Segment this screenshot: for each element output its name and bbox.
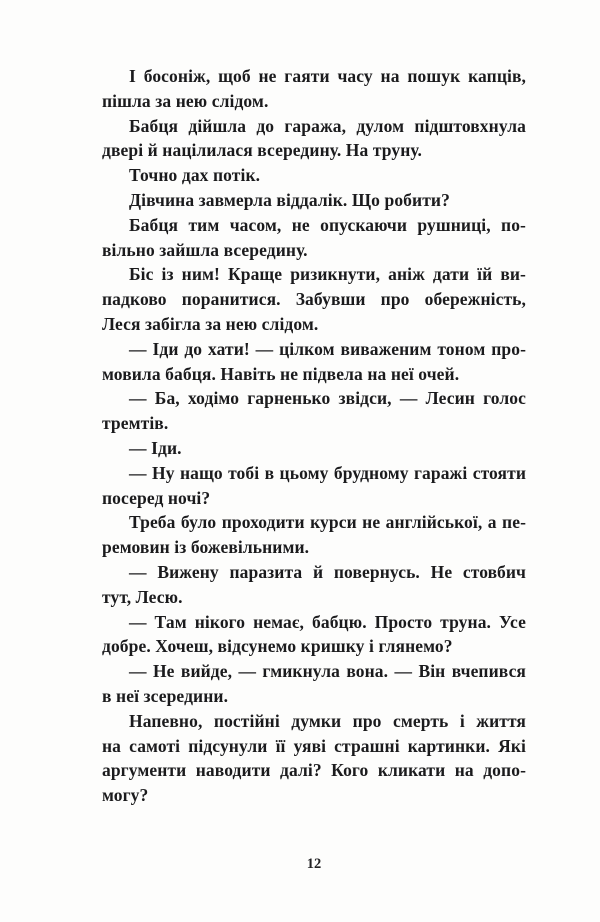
text-line: Точно дах потік. — [129, 165, 261, 186]
text-line: Дівчина завмерла віддалік. Що робити? — [129, 189, 450, 210]
paragraph — [102, 436, 526, 461]
text-line: — Іди до хати! — цілком виваженим тоном про- — [129, 338, 526, 359]
paragraph — [102, 163, 526, 188]
text-line: могу? — [102, 785, 149, 806]
paragraph — [102, 709, 526, 808]
text-line: І босоніж, щоб не гаяти часу на пошук капців, — [129, 66, 526, 86]
text-line: аргументи наводити далі? Кого кликати на допо- — [102, 760, 526, 781]
text-line: тут, Лесю. — [102, 586, 183, 607]
text-line: Леся забігла за нею слідом. — [102, 313, 319, 334]
text-line: Треба було проходити курси не англійської, а пе- — [129, 512, 526, 533]
text-line: падково поранитися. Забувши про обережність, — [102, 289, 526, 310]
paragraph — [102, 188, 526, 213]
text-line: — Там нікого немає, бабцю. Просто труна. Усе — [129, 611, 526, 632]
paragraph — [102, 461, 526, 511]
paragraph — [102, 386, 526, 436]
text-line: в неї зсередини. — [102, 685, 229, 706]
page-number: 12 — [306, 856, 322, 872]
page-text — [102, 64, 526, 808]
paragraph — [102, 659, 526, 709]
text-line: добре. Хочеш, відсунемо кришку і глянемо? — [102, 636, 453, 657]
text-line: на самоті підсунули її уяві страшні картинки. Які — [102, 735, 526, 756]
text-line: тремтів. — [102, 413, 169, 434]
paragraph — [102, 114, 526, 164]
text-line: — Іди. — [129, 437, 182, 458]
text-line: — Ба, ходімо гарненько звідси, — Лесин голос — [129, 388, 526, 409]
paragraph — [102, 510, 526, 560]
paragraph — [102, 337, 526, 387]
text-line: мовила бабця. Навіть не підвела на неї очей. — [102, 363, 460, 384]
paragraph — [102, 64, 526, 114]
text-line: — Не вийде, — гмикнула вона. — Він вчепився — [129, 661, 526, 682]
text-line: Бабця тим часом, не опускаючи рушниці, по- — [129, 214, 526, 235]
text-line: Біс із ним! Краще ризикнути, аніж дати їй ви- — [129, 264, 526, 285]
paragraph — [102, 262, 526, 336]
text-line: пішла за нею слідом. — [102, 90, 269, 111]
text-line: ремовин із божевільними. — [102, 537, 310, 558]
text-line: — Вижену паразита й повернусь. Не стовбич — [129, 561, 526, 582]
text-line: посеред ночі? — [102, 487, 211, 508]
text-line: Бабця дійшла до гаража, дулом підштовхнула — [129, 115, 526, 136]
paragraph — [102, 610, 526, 660]
text-line: Напевно, постійні думки про смерть і життя — [129, 710, 526, 731]
paragraph — [102, 560, 526, 610]
paragraph — [102, 213, 526, 263]
text-line: — Ну нащо тобі в цьому брудному гаражі стояти — [129, 462, 526, 483]
text-line: двері й націлилася всередину. На труну. — [102, 140, 422, 161]
text-line: вільно зайшла всередину. — [102, 239, 308, 260]
